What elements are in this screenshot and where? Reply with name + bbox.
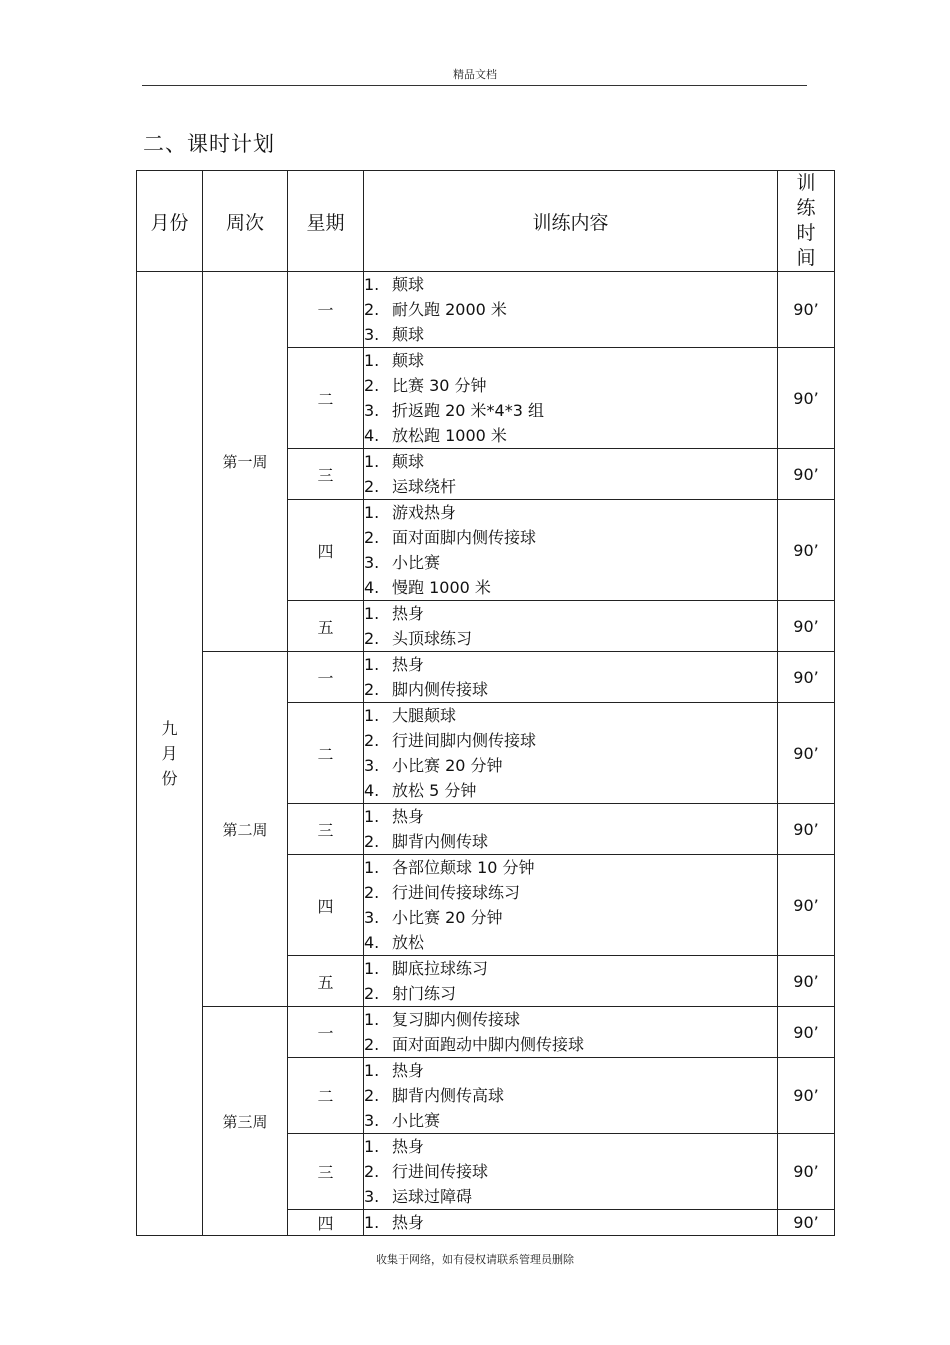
item-number: 1. <box>364 1213 380 1232</box>
item-number: 2. <box>364 300 380 319</box>
item-number: 4. <box>364 426 380 445</box>
item-number: 3. <box>364 1111 380 1130</box>
content-cell <box>364 348 778 449</box>
week-cell: 第二周 <box>203 652 288 1007</box>
content-item <box>364 1159 777 1184</box>
content-cell <box>364 272 778 348</box>
item-text: 行进间传接球练习 <box>392 883 521 902</box>
time-header-char: 训 <box>796 172 816 194</box>
content-item <box>364 398 777 423</box>
content-item <box>364 880 777 905</box>
item-text: 各部位颠球 10 分钟 <box>392 858 535 877</box>
item-text: 小比赛 20 分钟 <box>392 756 503 775</box>
item-number: 1. <box>364 275 380 294</box>
day-cell: 一 <box>288 1007 364 1058</box>
day-cell: 五 <box>288 601 364 652</box>
content-cell <box>364 1134 778 1210</box>
item-text: 放松 <box>392 933 425 952</box>
item-number: 1. <box>364 351 380 370</box>
item-text: 头顶球练习 <box>392 629 473 648</box>
item-number: 1. <box>364 452 380 471</box>
day-cell: 四 <box>288 855 364 956</box>
day-cell: 四 <box>288 1210 364 1236</box>
item-text: 热身 <box>392 1213 425 1232</box>
item-text: 慢跑 1000 米 <box>392 578 491 597</box>
column-header-content: 训练内容 <box>364 171 778 272</box>
content-item <box>364 1184 777 1209</box>
item-text: 热身 <box>392 604 425 623</box>
column-header-time <box>778 171 835 272</box>
item-number: 2. <box>364 477 380 496</box>
item-text: 折返跑 20 米*4*3 组 <box>392 401 544 420</box>
item-text: 面对面跑动中脚内侧传接球 <box>392 1035 585 1054</box>
item-text: 热身 <box>392 1137 425 1156</box>
item-text: 颠球 <box>392 452 425 471</box>
content-item <box>364 855 777 880</box>
item-text: 小比赛 <box>392 1111 441 1130</box>
item-text: 游戏热身 <box>392 503 457 522</box>
item-number: 2. <box>364 1035 380 1054</box>
time-cell: 90’ <box>778 804 835 855</box>
content-item <box>364 1007 777 1032</box>
item-number: 3. <box>364 553 380 572</box>
item-number: 1. <box>364 1137 380 1156</box>
time-cell: 90’ <box>778 1058 835 1134</box>
content-item <box>364 829 777 854</box>
column-header-month: 月份 <box>137 171 203 272</box>
day-cell: 四 <box>288 500 364 601</box>
item-text: 比赛 30 分钟 <box>392 376 487 395</box>
item-number: 4. <box>364 578 380 597</box>
item-number: 1. <box>364 807 380 826</box>
content-cell <box>364 652 778 703</box>
day-cell: 五 <box>288 956 364 1007</box>
content-item <box>364 1108 777 1133</box>
item-number: 1. <box>364 959 380 978</box>
item-number: 4. <box>364 781 380 800</box>
content-cell <box>364 956 778 1007</box>
item-text: 运球过障碍 <box>392 1187 473 1206</box>
content-item <box>364 804 777 829</box>
item-number: 2. <box>364 1086 380 1105</box>
item-text: 耐久跑 2000 米 <box>392 300 507 319</box>
item-text: 面对面脚内侧传接球 <box>392 528 537 547</box>
item-number: 3. <box>364 1187 380 1206</box>
content-cell <box>364 855 778 956</box>
time-header-char: 间 <box>796 247 816 269</box>
content-item <box>364 677 777 702</box>
content-item <box>364 626 777 651</box>
time-cell: 90’ <box>778 500 835 601</box>
content-item <box>364 348 777 373</box>
time-cell: 90’ <box>778 956 835 1007</box>
time-cell: 90’ <box>778 272 835 348</box>
item-number: 3. <box>364 325 380 344</box>
item-number: 2. <box>364 680 380 699</box>
content-item <box>364 449 777 474</box>
item-number: 2. <box>364 832 380 851</box>
item-text: 热身 <box>392 807 425 826</box>
item-number: 1. <box>364 604 380 623</box>
item-number: 1. <box>364 858 380 877</box>
item-number: 1. <box>364 655 380 674</box>
page-footer-text: 收集于网络，如有侵权请联系管理员删除 <box>376 1253 574 1266</box>
content-cell <box>364 1007 778 1058</box>
item-text: 小比赛 20 分钟 <box>392 908 503 927</box>
header-divider <box>142 85 807 86</box>
item-number: 2. <box>364 883 380 902</box>
content-item <box>364 703 777 728</box>
time-cell: 90’ <box>778 1210 835 1236</box>
item-number: 1. <box>364 503 380 522</box>
content-item <box>364 575 777 600</box>
time-header-char: 练 <box>796 197 816 219</box>
item-number: 2. <box>364 376 380 395</box>
day-cell: 三 <box>288 804 364 855</box>
item-text: 热身 <box>392 655 425 674</box>
content-item <box>364 753 777 778</box>
week-cell: 第一周 <box>203 272 288 652</box>
content-cell <box>364 703 778 804</box>
item-text: 颠球 <box>392 325 425 344</box>
item-text: 行进间传接球 <box>392 1162 489 1181</box>
content-item <box>364 728 777 753</box>
item-text: 大腿颠球 <box>392 706 457 725</box>
time-cell: 90’ <box>778 1134 835 1210</box>
item-number: 2. <box>364 1162 380 1181</box>
content-item <box>364 500 777 525</box>
item-text: 复习脚内侧传接球 <box>392 1010 521 1029</box>
content-cell <box>364 449 778 500</box>
table-row <box>137 1007 835 1058</box>
content-cell <box>364 804 778 855</box>
item-text: 颠球 <box>392 275 425 294</box>
day-cell: 二 <box>288 703 364 804</box>
content-item <box>364 1210 777 1235</box>
content-item <box>364 1134 777 1159</box>
item-number: 2. <box>364 731 380 750</box>
column-header-week: 周次 <box>203 171 288 272</box>
time-header-char: 时 <box>796 222 816 244</box>
time-cell: 90’ <box>778 449 835 500</box>
item-text: 颠球 <box>392 351 425 370</box>
week-cell: 第三周 <box>203 1007 288 1236</box>
item-text: 脚背内侧传球 <box>392 832 489 851</box>
item-number: 1. <box>364 706 380 725</box>
day-cell: 二 <box>288 1058 364 1134</box>
item-number: 4. <box>364 933 380 952</box>
day-cell: 二 <box>288 348 364 449</box>
content-cell <box>364 1058 778 1134</box>
day-cell: 一 <box>288 652 364 703</box>
item-text: 脚内侧传接球 <box>392 680 489 699</box>
content-item <box>364 1058 777 1083</box>
item-text: 行进间脚内侧传接球 <box>392 731 537 750</box>
content-item <box>364 905 777 930</box>
item-text: 放松 5 分钟 <box>392 781 477 800</box>
training-plan-table <box>136 170 835 1236</box>
table-row <box>137 652 835 703</box>
item-number: 2. <box>364 984 380 1003</box>
content-cell <box>364 500 778 601</box>
content-item <box>364 297 777 322</box>
content-item <box>364 778 777 803</box>
time-cell: 90’ <box>778 703 835 804</box>
content-item <box>364 423 777 448</box>
item-text: 射门练习 <box>392 984 457 1003</box>
content-item <box>364 322 777 347</box>
item-number: 1. <box>364 1010 380 1029</box>
content-item <box>364 981 777 1006</box>
content-item <box>364 1083 777 1108</box>
item-number: 2. <box>364 629 380 648</box>
content-item <box>364 930 777 955</box>
content-item <box>364 1032 777 1057</box>
month-char: 份 <box>161 769 178 788</box>
time-cell: 90’ <box>778 601 835 652</box>
content-item <box>364 956 777 981</box>
item-text: 热身 <box>392 1061 425 1080</box>
page-header-text: 精品文档 <box>453 68 497 81</box>
item-number: 2. <box>364 528 380 547</box>
item-number: 3. <box>364 756 380 775</box>
content-item <box>364 601 777 626</box>
column-header-day: 星期 <box>288 171 364 272</box>
content-item <box>364 652 777 677</box>
day-cell: 三 <box>288 449 364 500</box>
month-cell <box>137 272 203 1236</box>
item-text: 脚背内侧传高球 <box>392 1086 505 1105</box>
day-cell: 三 <box>288 1134 364 1210</box>
item-text: 脚底拉球练习 <box>392 959 489 978</box>
content-item <box>364 550 777 575</box>
time-cell: 90’ <box>778 1007 835 1058</box>
time-cell: 90’ <box>778 348 835 449</box>
month-char: 月 <box>161 744 178 763</box>
item-text: 运球绕杆 <box>392 477 457 496</box>
item-text: 小比赛 <box>392 553 441 572</box>
content-cell <box>364 1210 778 1236</box>
item-number: 3. <box>364 401 380 420</box>
time-cell: 90’ <box>778 855 835 956</box>
content-item <box>364 474 777 499</box>
section-title: 二、课时计划 <box>143 132 275 156</box>
content-item <box>364 272 777 297</box>
item-number: 3. <box>364 908 380 927</box>
content-cell <box>364 601 778 652</box>
content-item <box>364 525 777 550</box>
table-row <box>137 272 835 348</box>
item-number: 1. <box>364 1061 380 1080</box>
day-cell: 一 <box>288 272 364 348</box>
content-item <box>364 373 777 398</box>
month-char: 九 <box>161 719 178 738</box>
time-cell: 90’ <box>778 652 835 703</box>
table-header-row <box>137 171 835 272</box>
item-text: 放松跑 1000 米 <box>392 426 507 445</box>
